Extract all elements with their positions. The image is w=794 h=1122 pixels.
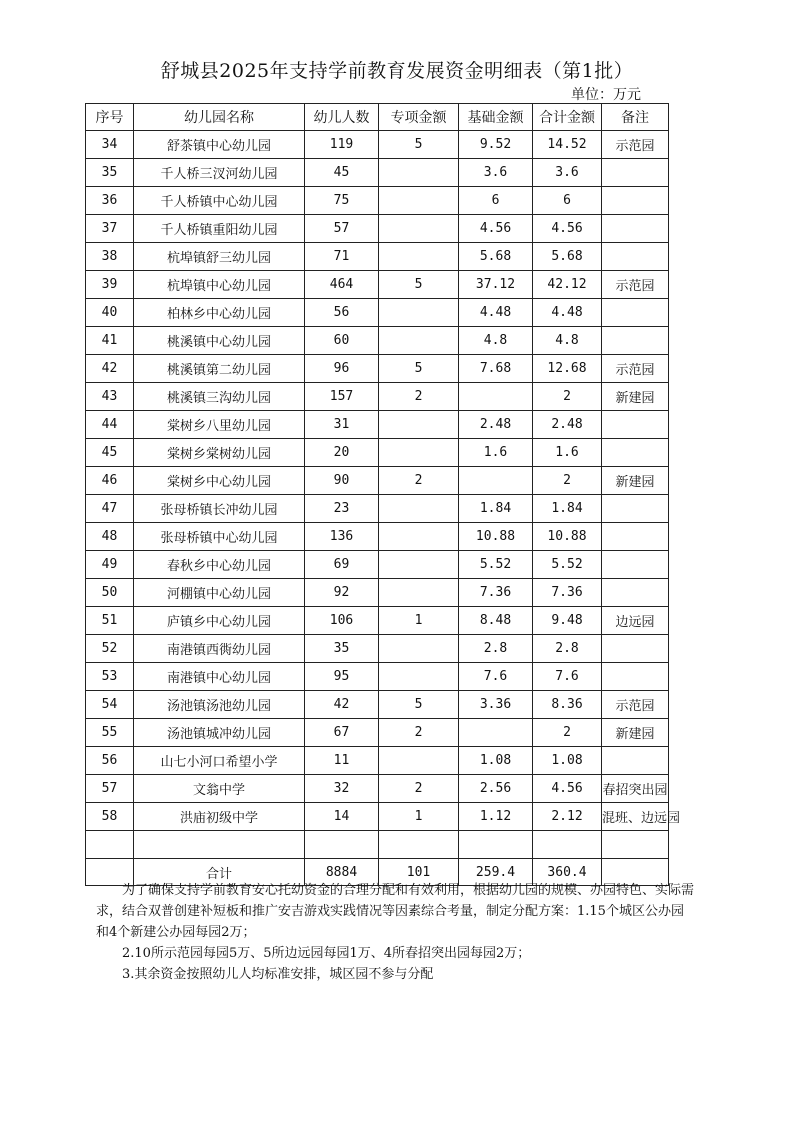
- row-total-amount: 8.36: [533, 691, 602, 719]
- row-base-amount: 4.8: [459, 327, 533, 355]
- row-special-amount: [379, 187, 459, 215]
- row-child-count: 106: [305, 607, 379, 635]
- row-note: 边远园: [602, 607, 669, 635]
- row-kindergarten-name: 山七小河口希望小学: [134, 747, 305, 775]
- row-note: 混班、边远园: [602, 803, 669, 831]
- row-total-amount: 9.48: [533, 607, 602, 635]
- row-child-count: 35: [305, 635, 379, 663]
- row-kindergarten-name: 棠树乡中心幼儿园: [134, 467, 305, 495]
- table-row: [86, 719, 669, 747]
- table-row: [86, 327, 669, 355]
- row-child-count: 67: [305, 719, 379, 747]
- row-note: [602, 327, 669, 355]
- funding-table: [85, 103, 681, 886]
- row-kindergarten-name: 洪庙初级中学: [134, 803, 305, 831]
- row-special-amount: [379, 579, 459, 607]
- row-note: [602, 523, 669, 551]
- row-kindergarten-name: 千人桥镇中心幼儿园: [134, 187, 305, 215]
- table-row: [86, 775, 669, 803]
- row-note: 新建园: [602, 467, 669, 495]
- row-special-amount: 5: [379, 355, 459, 383]
- table-row: [86, 747, 669, 775]
- row-special-amount: [379, 747, 459, 775]
- header-cell-note: 备注: [602, 104, 669, 131]
- table-row: [86, 607, 669, 635]
- row-total-amount: 2.12: [533, 803, 602, 831]
- row-kindergarten-name: 汤池镇城冲幼儿园: [134, 719, 305, 747]
- row-child-count: 11: [305, 747, 379, 775]
- row-kindergarten-name: 张母桥镇长冲幼儿园: [134, 495, 305, 523]
- row-total-amount: 2.48: [533, 411, 602, 439]
- row-note: [602, 747, 669, 775]
- row-total-amount: 2: [533, 719, 602, 747]
- row-special-amount: 2: [379, 775, 459, 803]
- totals-special: 101: [379, 859, 459, 886]
- header-cell-no: 序号: [86, 104, 134, 131]
- row-base-amount: 10.88: [459, 523, 533, 551]
- table-row: [86, 383, 669, 411]
- table-row: [86, 271, 669, 299]
- row-total-amount: 7.36: [533, 579, 602, 607]
- row-no: 58: [86, 803, 134, 831]
- row-base-amount: [459, 383, 533, 411]
- unit-label: 单位：万元: [571, 87, 641, 103]
- row-no: 40: [86, 299, 134, 327]
- table-row: [86, 131, 669, 159]
- row-base-amount: 2.48: [459, 411, 533, 439]
- row-note: [602, 635, 669, 663]
- row-kindergarten-name: 汤池镇汤池幼儿园: [134, 691, 305, 719]
- row-no: 36: [86, 187, 134, 215]
- row-special-amount: [379, 495, 459, 523]
- table-row: [86, 803, 669, 831]
- row-no: 45: [86, 439, 134, 467]
- row-child-count: 75: [305, 187, 379, 215]
- row-total-amount: 12.68: [533, 355, 602, 383]
- note-paragraph-3: 3.其余资金按照幼儿人均标准安排，城区园不参与分配: [122, 967, 434, 982]
- row-kindergarten-name: 春秋乡中心幼儿园: [134, 551, 305, 579]
- row-no: 41: [86, 327, 134, 355]
- table-row: [86, 411, 669, 439]
- row-note: 示范园: [602, 691, 669, 719]
- table-row: [86, 551, 669, 579]
- row-total-amount: 10.88: [533, 523, 602, 551]
- totals-count: 8884: [305, 859, 379, 886]
- row-base-amount: 5.68: [459, 243, 533, 271]
- table-row: [86, 691, 669, 719]
- row-note: 新建园: [602, 383, 669, 411]
- table-row: [86, 523, 669, 551]
- row-kindergarten-name: 舒茶镇中心幼儿园: [134, 131, 305, 159]
- row-kindergarten-name: 千人桥镇重阳幼儿园: [134, 215, 305, 243]
- row-total-amount: 1.08: [533, 747, 602, 775]
- row-base-amount: 9.52: [459, 131, 533, 159]
- row-base-amount: 37.12: [459, 271, 533, 299]
- row-base-amount: 4.56: [459, 215, 533, 243]
- row-no: 44: [86, 411, 134, 439]
- row-child-count: 20: [305, 439, 379, 467]
- table-row: [86, 663, 669, 691]
- row-child-count: 23: [305, 495, 379, 523]
- row-child-count: 71: [305, 243, 379, 271]
- row-special-amount: [379, 523, 459, 551]
- row-base-amount: [459, 719, 533, 747]
- row-no: 46: [86, 467, 134, 495]
- row-special-amount: [379, 663, 459, 691]
- row-no: 47: [86, 495, 134, 523]
- table-row: [86, 355, 669, 383]
- table-row: [86, 495, 669, 523]
- row-kindergarten-name: 杭埠镇舒三幼儿园: [134, 243, 305, 271]
- row-child-count: 14: [305, 803, 379, 831]
- row-special-amount: [379, 635, 459, 663]
- header-cell-count: 幼儿人数: [305, 104, 379, 131]
- row-note: 示范园: [602, 131, 669, 159]
- row-base-amount: 5.52: [459, 551, 533, 579]
- row-special-amount: 1: [379, 803, 459, 831]
- row-special-amount: 5: [379, 271, 459, 299]
- row-no: 34: [86, 131, 134, 159]
- row-base-amount: 2.56: [459, 775, 533, 803]
- row-base-amount: 1.12: [459, 803, 533, 831]
- header-cell-total: 合计金额: [533, 104, 602, 131]
- empty-row: [86, 831, 669, 859]
- row-child-count: 90: [305, 467, 379, 495]
- row-no: 57: [86, 775, 134, 803]
- empty-cell: [86, 831, 134, 859]
- row-kindergarten-name: 棠树乡棠树幼儿园: [134, 439, 305, 467]
- row-no: 52: [86, 635, 134, 663]
- row-child-count: 45: [305, 159, 379, 187]
- row-no: 38: [86, 243, 134, 271]
- table-row: [86, 439, 669, 467]
- row-note: [602, 159, 669, 187]
- row-base-amount: 3.36: [459, 691, 533, 719]
- row-total-amount: 2: [533, 383, 602, 411]
- row-total-amount: 4.56: [533, 775, 602, 803]
- table-row: [86, 243, 669, 271]
- row-base-amount: 7.36: [459, 579, 533, 607]
- row-no: 43: [86, 383, 134, 411]
- row-note: [602, 299, 669, 327]
- row-total-amount: 4.8: [533, 327, 602, 355]
- table-row: [86, 579, 669, 607]
- row-special-amount: [379, 243, 459, 271]
- row-no: 56: [86, 747, 134, 775]
- document-title: 舒城县2025年支持学前教育发展资金明细表（第1批）: [160, 60, 634, 82]
- row-note: [602, 215, 669, 243]
- row-kindergarten-name: 棠树乡八里幼儿园: [134, 411, 305, 439]
- table-row: [86, 215, 669, 243]
- row-child-count: 157: [305, 383, 379, 411]
- row-base-amount: 7.68: [459, 355, 533, 383]
- row-base-amount: 1.84: [459, 495, 533, 523]
- row-kindergarten-name: 桃溪镇中心幼儿园: [134, 327, 305, 355]
- row-total-amount: 4.48: [533, 299, 602, 327]
- row-child-count: 92: [305, 579, 379, 607]
- row-special-amount: [379, 159, 459, 187]
- row-total-amount: 7.6: [533, 663, 602, 691]
- row-base-amount: 4.48: [459, 299, 533, 327]
- row-total-amount: 2.8: [533, 635, 602, 663]
- row-note: [602, 411, 669, 439]
- row-no: 35: [86, 159, 134, 187]
- row-child-count: 119: [305, 131, 379, 159]
- row-base-amount: [459, 467, 533, 495]
- row-total-amount: 14.52: [533, 131, 602, 159]
- table-row: [86, 299, 669, 327]
- row-total-amount: 1.6: [533, 439, 602, 467]
- row-special-amount: 2: [379, 383, 459, 411]
- row-no: 42: [86, 355, 134, 383]
- row-child-count: 136: [305, 523, 379, 551]
- note-paragraph-2: 2.10所示范园每园5万、5所边远园每园1万、4所春招突出园每园2万；: [122, 946, 531, 961]
- row-no: 48: [86, 523, 134, 551]
- header-cell-name: 幼儿园名称: [134, 104, 305, 131]
- row-kindergarten-name: 文翁中学: [134, 775, 305, 803]
- row-base-amount: 6: [459, 187, 533, 215]
- row-total-amount: 6: [533, 187, 602, 215]
- row-no: 50: [86, 579, 134, 607]
- empty-cell: [533, 831, 602, 859]
- table-row: [86, 467, 669, 495]
- row-total-amount: 5.52: [533, 551, 602, 579]
- row-child-count: 57: [305, 215, 379, 243]
- header-cell-special: 专项金额: [379, 104, 459, 131]
- allocation-notes: [96, 880, 696, 985]
- empty-cell: [379, 831, 459, 859]
- empty-cell: [134, 831, 305, 859]
- row-special-amount: [379, 215, 459, 243]
- row-kindergarten-name: 张母桥镇中心幼儿园: [134, 523, 305, 551]
- row-special-amount: 5: [379, 691, 459, 719]
- row-base-amount: 1.6: [459, 439, 533, 467]
- row-kindergarten-name: 桃溪镇三沟幼儿园: [134, 383, 305, 411]
- row-kindergarten-name: 桃溪镇第二幼儿园: [134, 355, 305, 383]
- row-total-amount: 2: [533, 467, 602, 495]
- row-special-amount: [379, 551, 459, 579]
- row-special-amount: [379, 299, 459, 327]
- row-total-amount: 5.68: [533, 243, 602, 271]
- row-child-count: 56: [305, 299, 379, 327]
- row-child-count: 60: [305, 327, 379, 355]
- row-no: 53: [86, 663, 134, 691]
- row-kindergarten-name: 南港镇中心幼儿园: [134, 663, 305, 691]
- row-note: 示范园: [602, 271, 669, 299]
- row-note: [602, 187, 669, 215]
- row-base-amount: 1.08: [459, 747, 533, 775]
- row-child-count: 95: [305, 663, 379, 691]
- empty-cell: [459, 831, 533, 859]
- row-special-amount: 2: [379, 467, 459, 495]
- row-special-amount: [379, 411, 459, 439]
- row-no: 55: [86, 719, 134, 747]
- row-base-amount: 2.8: [459, 635, 533, 663]
- row-note: 新建园: [602, 719, 669, 747]
- note-paragraph-1: 为了确保支持学前教育安心托幼资金的合理分配和有效利用，根据幼儿园的规模、办园特色、实际需求，结合双普创建补短板和推广安吉游戏实践情况等因素综合考量，制定分配方案：1.15个城区公办园和4个新建公办园每园2万；: [96, 883, 695, 940]
- totals-label: 合计: [134, 859, 305, 886]
- row-note: 示范园: [602, 355, 669, 383]
- row-child-count: 464: [305, 271, 379, 299]
- row-note: [602, 439, 669, 467]
- row-total-amount: 4.56: [533, 215, 602, 243]
- row-special-amount: 2: [379, 719, 459, 747]
- row-kindergarten-name: 庐镇乡中心幼儿园: [134, 607, 305, 635]
- row-total-amount: 1.84: [533, 495, 602, 523]
- header-row: [86, 104, 669, 131]
- row-child-count: 96: [305, 355, 379, 383]
- row-note: [602, 495, 669, 523]
- row-note: 春招突出园: [602, 775, 669, 803]
- totals-total: 360.4: [533, 859, 602, 886]
- totals-base: 259.4: [459, 859, 533, 886]
- row-base-amount: 8.48: [459, 607, 533, 635]
- empty-cell: [305, 831, 379, 859]
- row-special-amount: 5: [379, 131, 459, 159]
- row-total-amount: 42.12: [533, 271, 602, 299]
- table-row: [86, 635, 669, 663]
- row-note: [602, 551, 669, 579]
- row-special-amount: [379, 439, 459, 467]
- row-special-amount: 1: [379, 607, 459, 635]
- row-no: 51: [86, 607, 134, 635]
- row-no: 39: [86, 271, 134, 299]
- row-no: 49: [86, 551, 134, 579]
- row-base-amount: 3.6: [459, 159, 533, 187]
- row-total-amount: 3.6: [533, 159, 602, 187]
- header-cell-base: 基础金额: [459, 104, 533, 131]
- row-kindergarten-name: 南港镇西衖幼儿园: [134, 635, 305, 663]
- row-note: [602, 663, 669, 691]
- row-child-count: 42: [305, 691, 379, 719]
- table-row: [86, 159, 669, 187]
- row-kindergarten-name: 柏林乡中心幼儿园: [134, 299, 305, 327]
- row-note: [602, 243, 669, 271]
- row-child-count: 69: [305, 551, 379, 579]
- row-note: [602, 579, 669, 607]
- row-base-amount: 7.6: [459, 663, 533, 691]
- row-no: 54: [86, 691, 134, 719]
- row-child-count: 32: [305, 775, 379, 803]
- row-child-count: 31: [305, 411, 379, 439]
- empty-cell: [602, 831, 669, 859]
- row-special-amount: [379, 327, 459, 355]
- row-no: 37: [86, 215, 134, 243]
- row-kindergarten-name: 杭埠镇中心幼儿园: [134, 271, 305, 299]
- table-row: [86, 187, 669, 215]
- row-kindergarten-name: 河棚镇中心幼儿园: [134, 579, 305, 607]
- row-kindergarten-name: 千人桥三汊河幼儿园: [134, 159, 305, 187]
